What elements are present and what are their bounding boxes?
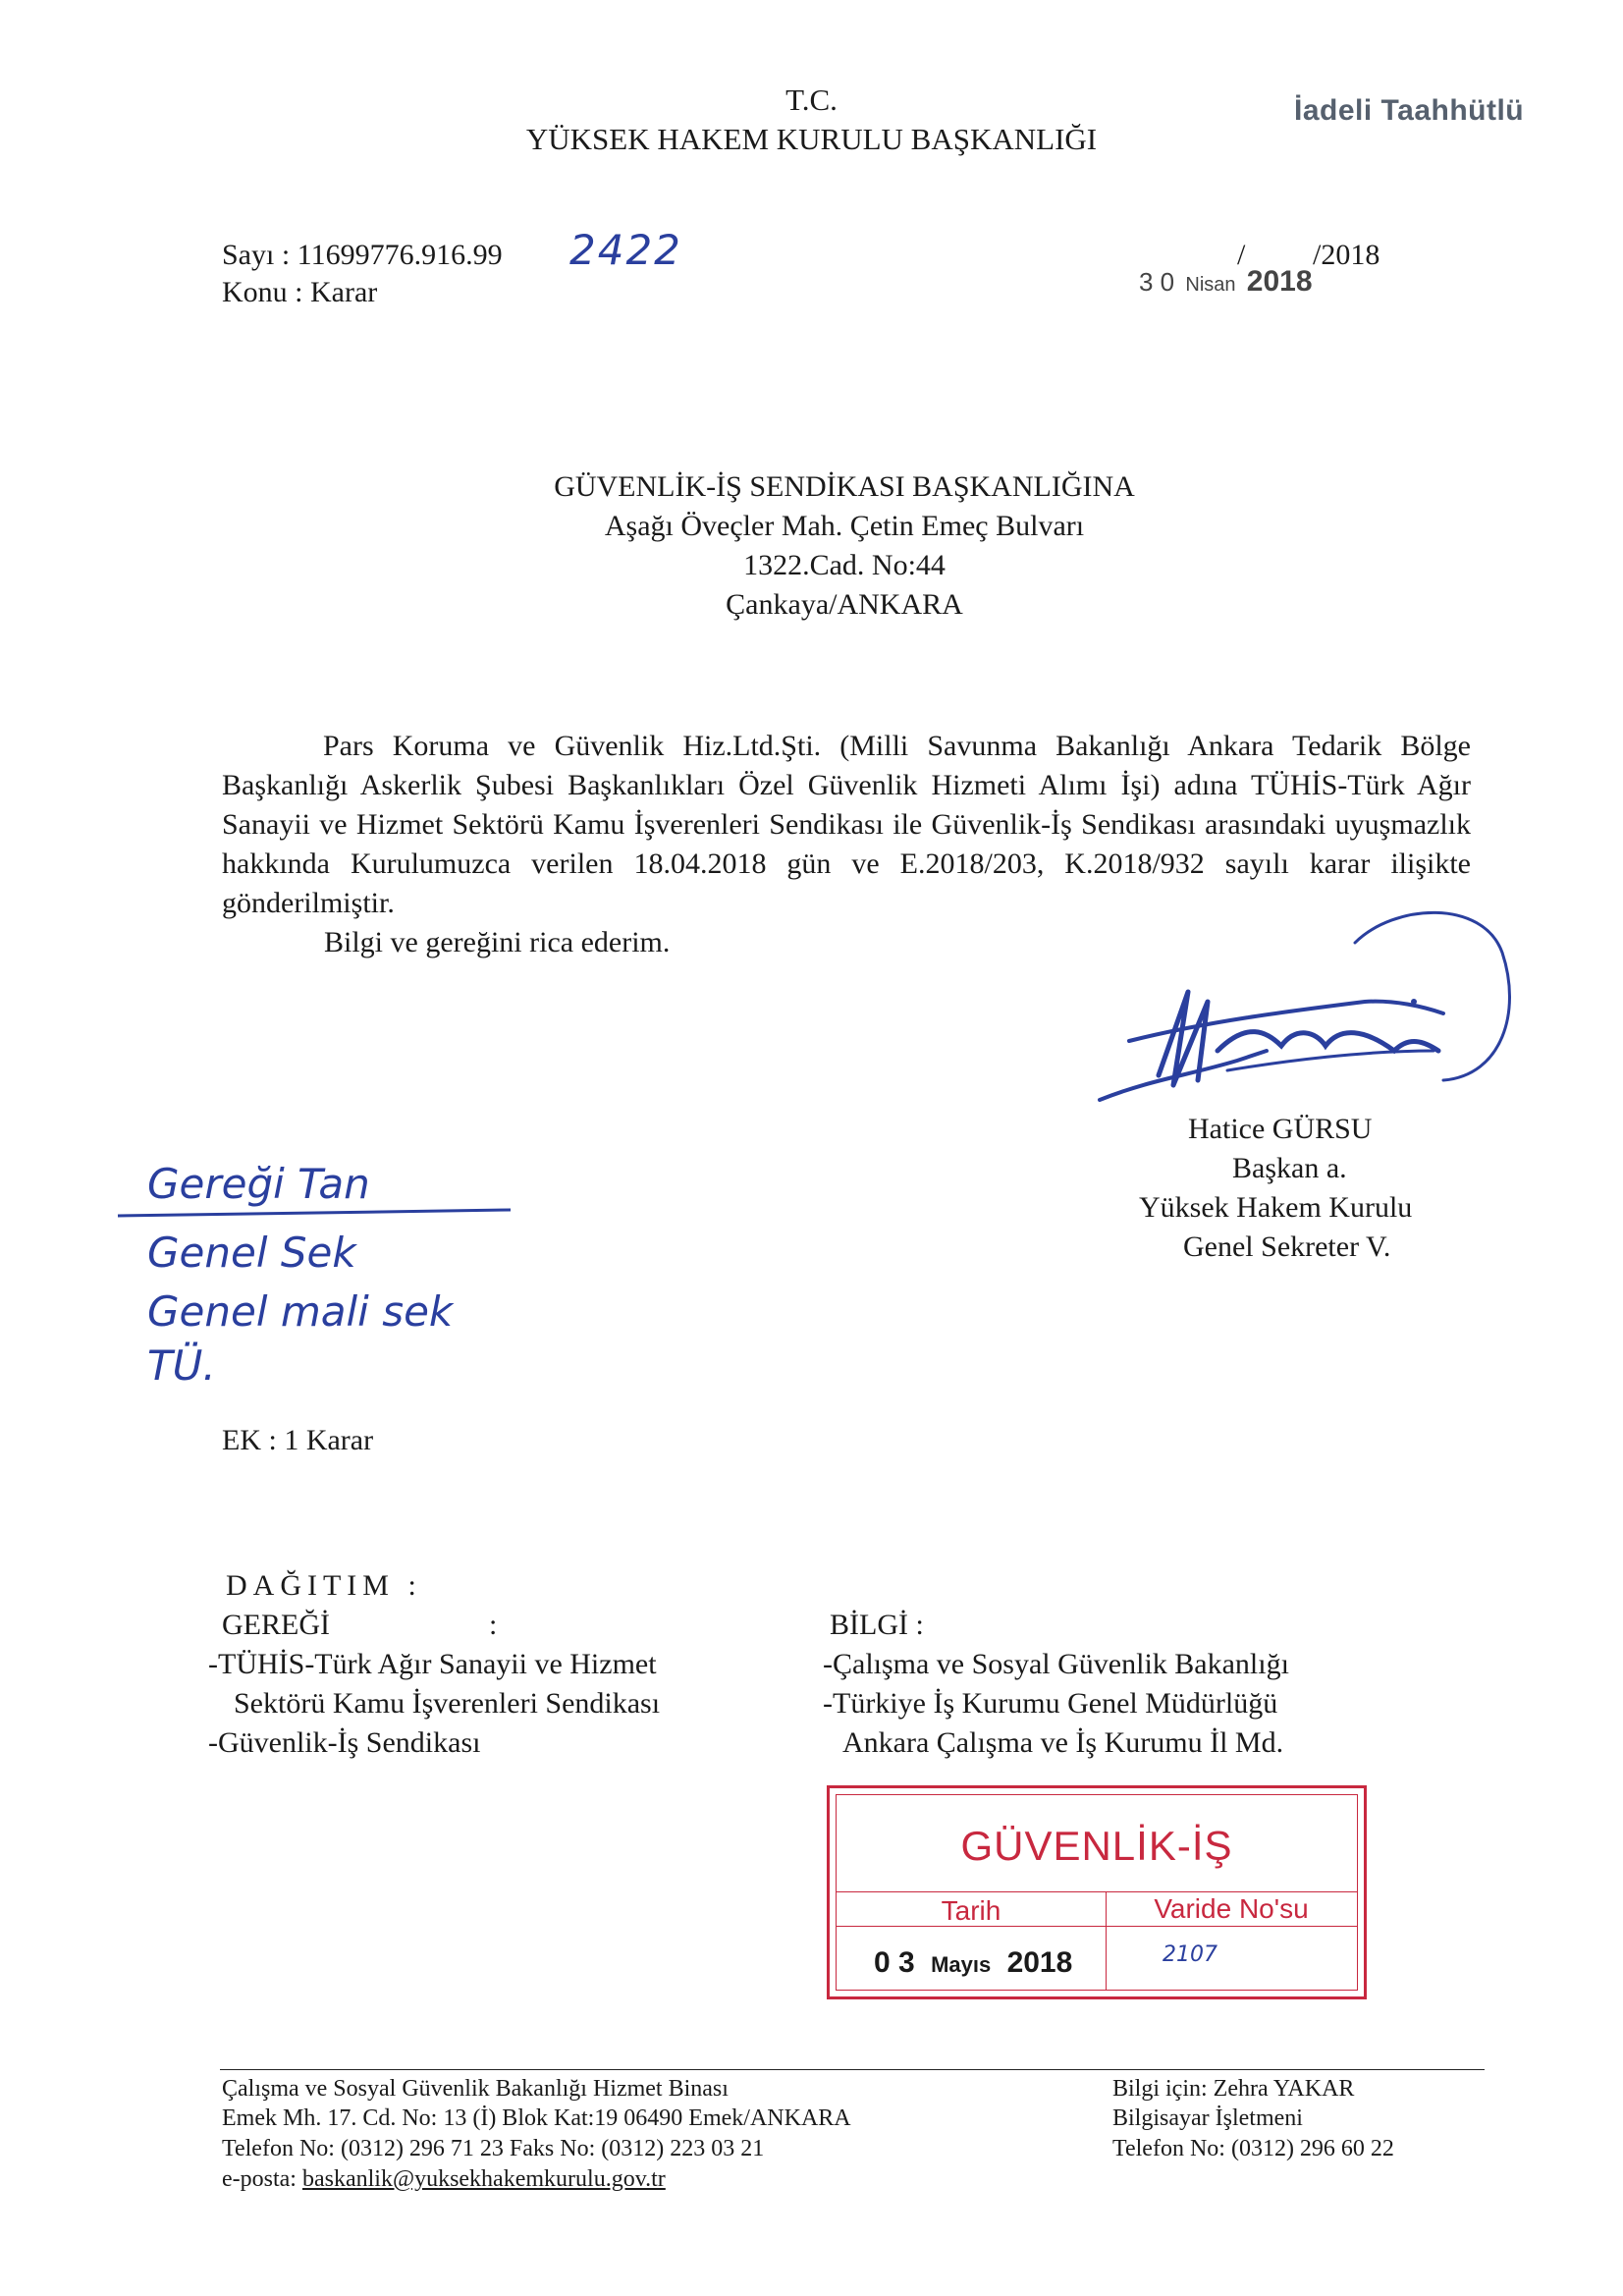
- body-paragraph: Pars Koruma ve Güvenlik Hiz.Ltd.Şti. (Milli Savunma Bakanlığı Ankara Tedarik Bölge Başkanlığı Askerlik Şubesi Başkanlıkları Özel Güvenlik Hizmeti Alımı İşi) adına TÜHİS-Türk Ağır Sanayii ve Hizmet Sektörü Kamu İşverenleri Sendikası ile Güvenlik-İş Sendikası arasındaki uyuşmazlık hakkında Kurulumuzca verilen 18.04.2018 gün ve E.2018/203, K.2018/932 sayılı karar ilişikte gönderilmiştir.: [222, 730, 1471, 919]
- geregi-item: -Güvenlik-İş Sendikası: [208, 1726, 481, 1759]
- receipt-stamp-divider: [837, 1891, 1357, 1892]
- sayi-handwritten-number: 2422: [569, 226, 682, 274]
- geregi-item: -TÜHİS-Türk Ağır Sanayii ve Hizmet: [208, 1648, 657, 1680]
- geregi-item-continued: Sektörü Kamu İşverenleri Sendikası: [234, 1687, 661, 1720]
- annotation-line1: Gereği Tan: [147, 1160, 370, 1208]
- annotation-line2: Genel Sek: [147, 1229, 356, 1277]
- date-stamp-day: 3 0: [1139, 267, 1175, 297]
- bilgi-item: -Türkiye İş Kurumu Genel Müdürlüğü: [823, 1687, 1278, 1720]
- letterhead-tc: T.C.: [785, 82, 838, 117]
- sayi-value: : 11699776.916.99: [281, 239, 503, 271]
- bilgi-item: -Çalışma ve Sosyal Güvenlik Bakanlığı: [823, 1648, 1289, 1680]
- recipient-name: GÜVENLİK-İŞ SENDİKASI BAŞKANLIĞINA: [554, 470, 1135, 503]
- signatory-title-line2: Yüksek Hakem Kurulu: [1139, 1191, 1413, 1224]
- date-stamp-month: Nisan: [1185, 274, 1236, 296]
- signatory-title-line3: Genel Sekreter V.: [1183, 1230, 1391, 1263]
- signatory-name: Hatice GÜRSU: [1188, 1113, 1373, 1145]
- footer-address-line1: Çalışma ve Sosyal Güvenlik Bakanlığı Hizmet Binası: [222, 2076, 729, 2102]
- receipt-stamp: [827, 1785, 1367, 1999]
- date-year: /2018: [1313, 239, 1380, 271]
- footer-address-line2: Emek Mh. 17. Cd. No: 13 (İ) Blok Kat:19 06490 Emek/ANKARA: [222, 2105, 851, 2131]
- annotation-line4: TÜ.: [147, 1341, 216, 1390]
- sayi-label: Sayı: [222, 239, 275, 271]
- registered-mail-stamp: İadeli Taahhütlü: [1294, 94, 1525, 127]
- receipt-stamp-month: Mayıs: [931, 1952, 992, 1977]
- signatory-title-line1: Başkan a.: [1232, 1152, 1347, 1184]
- recipient-city: Çankaya/ANKARA: [726, 588, 963, 621]
- annotation-line3: Genel mali sek: [147, 1287, 454, 1336]
- bilgi-label: BİLGİ :: [830, 1609, 924, 1641]
- recipient-address-line1: Aşağı Öveçler Mah. Çetin Emeç Bulvarı: [604, 510, 1085, 542]
- footer-phone-fax: Telefon No: (0312) 296 71 23 Faks No: (0312) 223 03 21: [222, 2136, 765, 2161]
- footer-contact-phone: Telefon No: (0312) 296 60 22: [1112, 2136, 1394, 2161]
- receipt-stamp-date: [874, 1946, 1072, 1980]
- receipt-stamp-day: 0 3: [874, 1946, 915, 1979]
- date-slash: /: [1237, 239, 1246, 271]
- footer-email-line: [222, 2164, 666, 2194]
- recipient-address-line2: 1322.Cad. No:44: [743, 549, 946, 581]
- attachment-line: EK : 1 Karar: [222, 1424, 374, 1456]
- geregi-colon: :: [489, 1609, 498, 1641]
- recipient-block: [0, 467, 1623, 625]
- closing-line: Bilgi ve gereğini rica ederim.: [324, 926, 671, 958]
- footer-rule: [220, 2069, 1485, 2070]
- letter-body: [222, 727, 1471, 923]
- receipt-stamp-number-header: Varide No'su: [1154, 1893, 1309, 1924]
- footer-email-link[interactable]: baskanlik@yuksekhakemkurulu.gov.tr: [301, 2166, 666, 2192]
- distribution-title: DAĞITIM :: [226, 1569, 422, 1602]
- reference-number: [222, 236, 503, 275]
- footer-contact-role: Bilgisayar İşletmeni: [1112, 2105, 1303, 2131]
- handwritten-annotation: [108, 1159, 619, 1394]
- signature-scribble: [1070, 903, 1522, 1120]
- letterhead-institution: YÜKSEK HAKEM KURULU BAŞKANLIĞI: [525, 122, 1098, 156]
- konu-label: Konu: [222, 276, 288, 308]
- date-stamp-year: 2018: [1246, 265, 1313, 298]
- footer-email-label: e-posta:: [222, 2166, 302, 2192]
- geregi-label: GEREĞİ: [222, 1609, 330, 1641]
- receipt-stamp-title: GÜVENLİK-İŞ: [960, 1823, 1233, 1869]
- receipt-stamp-date-header: Tarih: [941, 1895, 1001, 1926]
- receipt-stamp-year: 2018: [1006, 1946, 1073, 1979]
- bilgi-item-continued: Ankara Çalışma ve İş Kurumu İl Md.: [842, 1726, 1284, 1759]
- receipt-stamp-frame: [836, 1794, 1358, 1991]
- date-stamp: [1139, 265, 1313, 299]
- footer-contact-name: Bilgi için: Zehra YAKAR: [1112, 2076, 1355, 2102]
- konu-value: : Karar: [295, 276, 378, 308]
- receipt-stamp-number: 2107: [1163, 1942, 1217, 1967]
- annotation-underline: [118, 1210, 511, 1216]
- subject: [222, 273, 377, 312]
